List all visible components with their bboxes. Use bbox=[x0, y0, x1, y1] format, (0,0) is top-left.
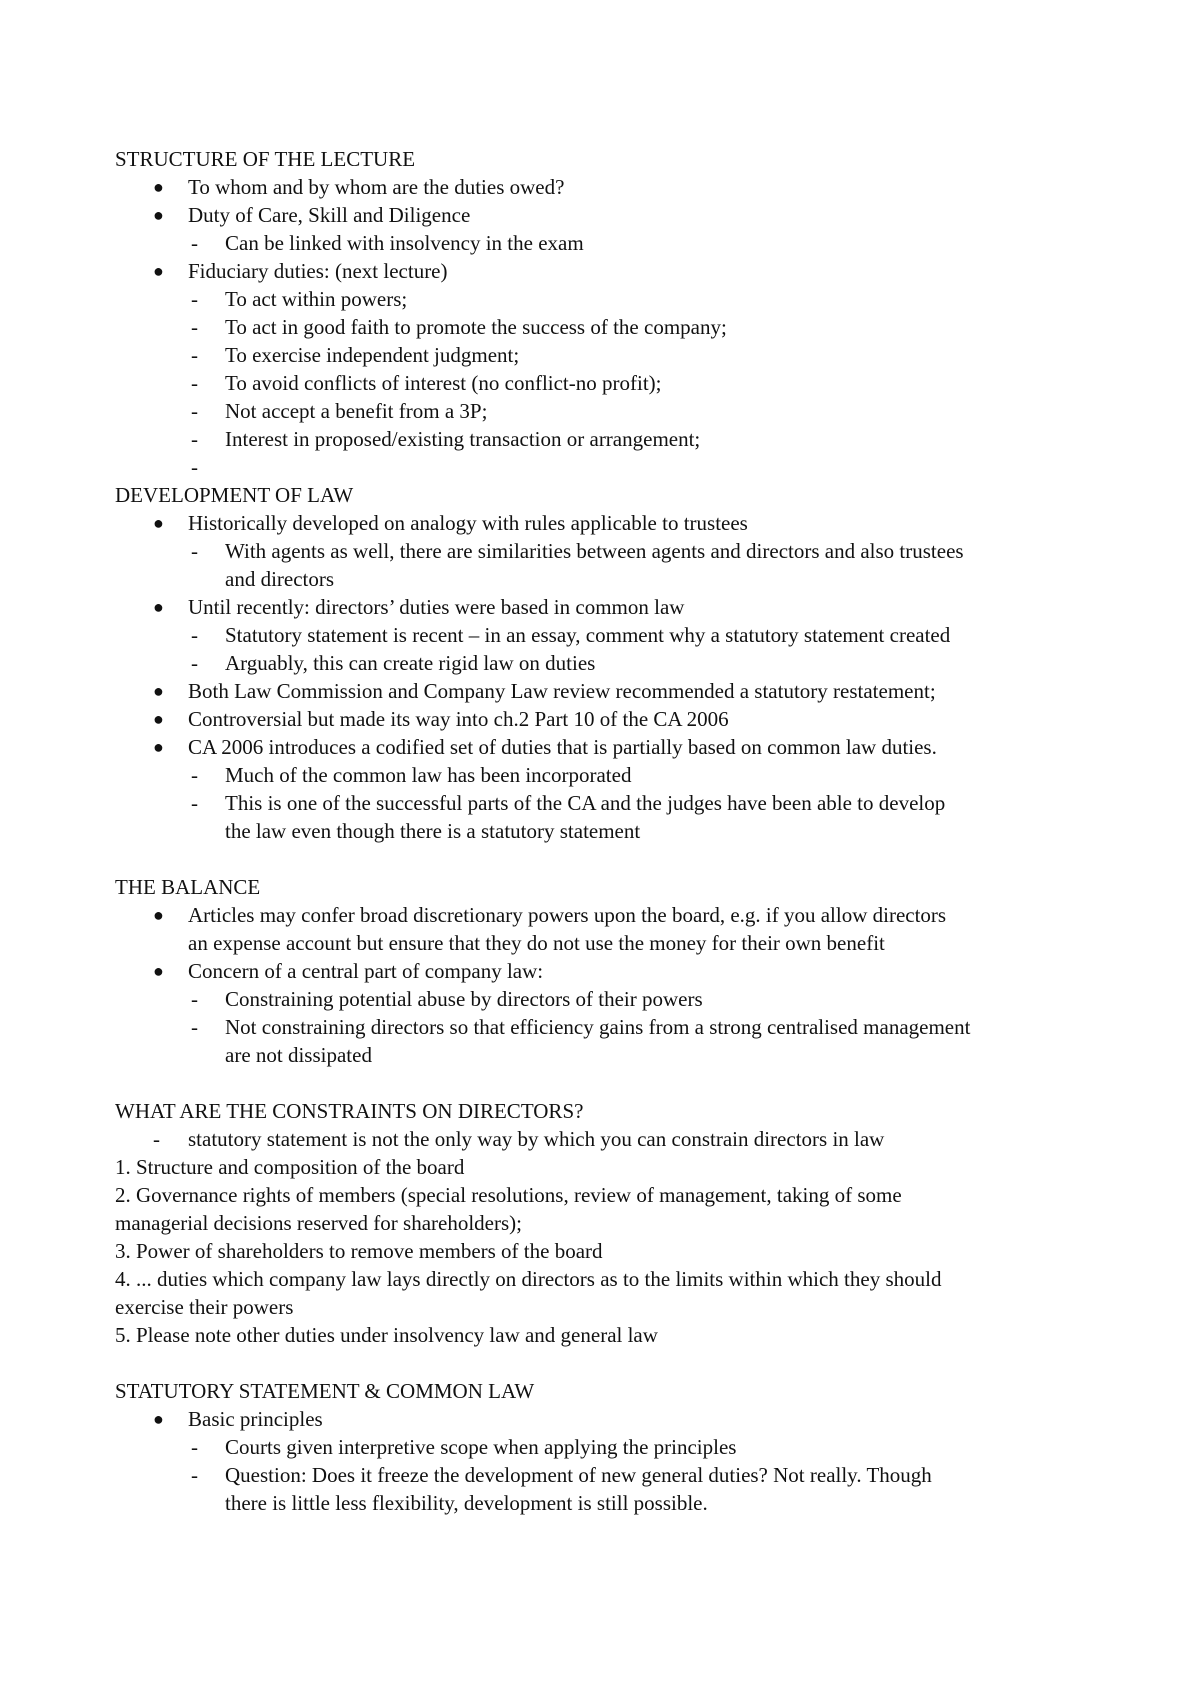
line-text: Can be linked with insolvency in the exam bbox=[225, 231, 584, 255]
document-body bbox=[115, 145, 1115, 1517]
section-heading: STATUTORY STATEMENT & COMMON LAW bbox=[115, 1379, 535, 1403]
dash-item bbox=[115, 537, 1115, 565]
dash-item bbox=[115, 425, 1115, 453]
bullet-icon: ● bbox=[153, 905, 164, 925]
bullet-icon: ● bbox=[153, 737, 164, 757]
line-text: 5. Please note other duties under insolvency law and general law bbox=[115, 1323, 658, 1347]
numbered-item bbox=[115, 1293, 1115, 1321]
bullet-icon: ● bbox=[153, 205, 164, 225]
continuation-line bbox=[115, 565, 1115, 593]
bullet-item bbox=[115, 733, 1115, 761]
bullet-item bbox=[115, 705, 1115, 733]
line-text: the law even though there is a statutory statement bbox=[225, 819, 641, 843]
dash-icon: - bbox=[191, 427, 198, 451]
dash-icon: - bbox=[191, 1015, 198, 1039]
bullet-icon: ● bbox=[153, 961, 164, 981]
section-heading: THE BALANCE bbox=[115, 875, 261, 899]
numbered-item bbox=[115, 1265, 1115, 1293]
bullet-icon: ● bbox=[153, 513, 164, 533]
continuation-line bbox=[115, 929, 1115, 957]
line-text: exercise their powers bbox=[115, 1295, 294, 1319]
line-text: Fiduciary duties: (next lecture) bbox=[188, 259, 448, 283]
bullet-item bbox=[115, 1405, 1115, 1433]
dash-icon: - bbox=[191, 791, 198, 815]
blank-line bbox=[115, 1349, 1115, 1377]
dash-item bbox=[115, 369, 1115, 397]
dash-item bbox=[115, 341, 1115, 369]
bullet-item bbox=[115, 901, 1115, 929]
continuation-line bbox=[115, 817, 1115, 845]
section-heading: WHAT ARE THE CONSTRAINTS ON DIRECTORS? bbox=[115, 1099, 584, 1123]
line-text: Not accept a benefit from a 3P; bbox=[225, 399, 488, 423]
dash-item bbox=[115, 621, 1115, 649]
line-text: are not dissipated bbox=[225, 1043, 372, 1067]
line-text: Historically developed on analogy with rules applicable to trustees bbox=[188, 511, 748, 535]
line-text: Question: Does it freeze the development of new general duties? Not really. Though bbox=[225, 1463, 932, 1487]
bullet-icon: ● bbox=[153, 261, 164, 281]
dash-item bbox=[115, 285, 1115, 313]
dash-item bbox=[115, 313, 1115, 341]
numbered-item bbox=[115, 1153, 1115, 1181]
dash-icon: - bbox=[191, 455, 198, 479]
line-text: there is little less flexibility, development is still possible. bbox=[225, 1491, 708, 1515]
dash-icon: - bbox=[191, 287, 198, 311]
dash-icon: - bbox=[191, 315, 198, 339]
line-text: Not constraining directors so that efficiency gains from a strong centralised management bbox=[225, 1015, 971, 1039]
line-text: Constraining potential abuse by directors of their powers bbox=[225, 987, 703, 1011]
bullet-item bbox=[115, 677, 1115, 705]
line-text: an expense account but ensure that they do not use the money for their own benefit bbox=[188, 931, 885, 955]
bullet-item bbox=[115, 201, 1115, 229]
dash-icon: - bbox=[191, 987, 198, 1011]
dash-icon: - bbox=[191, 399, 198, 423]
dash-item bbox=[115, 397, 1115, 425]
line-text: Duty of Care, Skill and Diligence bbox=[188, 203, 471, 227]
line-text: Interest in proposed/existing transaction or arrangement; bbox=[225, 427, 701, 451]
continuation-line bbox=[115, 1489, 1115, 1517]
dash-item bbox=[115, 453, 1115, 481]
line-text: To exercise independent judgment; bbox=[225, 343, 520, 367]
section-heading: DEVELOPMENT OF LAW bbox=[115, 483, 354, 507]
line-text: Controversial but made its way into ch.2 Part 10 of the CA 2006 bbox=[188, 707, 729, 731]
dash-icon: - bbox=[191, 623, 198, 647]
dash-icon: - bbox=[191, 1435, 198, 1459]
line-text: Until recently: directors’ duties were based in common law bbox=[188, 595, 685, 619]
blank-line bbox=[115, 845, 1115, 873]
bullet-icon: ● bbox=[153, 177, 164, 197]
line-text: CA 2006 introduces a codified set of duties that is partially based on common law duties. bbox=[188, 735, 937, 759]
bullet-item bbox=[115, 509, 1115, 537]
line-text: With agents as well, there are similarities between agents and directors and also trustees bbox=[225, 539, 964, 563]
numbered-item bbox=[115, 1181, 1115, 1209]
line-text: 1. Structure and composition of the board bbox=[115, 1155, 465, 1179]
line-text: managerial decisions reserved for shareholders); bbox=[115, 1211, 522, 1235]
line-text: 3. Power of shareholders to remove members of the board bbox=[115, 1239, 603, 1263]
line-text: statutory statement is not the only way by which you can constrain directors in law bbox=[188, 1127, 885, 1151]
dash-icon: - bbox=[191, 343, 198, 367]
continuation-line bbox=[115, 1041, 1115, 1069]
dash-item bbox=[115, 761, 1115, 789]
dash-icon: - bbox=[191, 763, 198, 787]
bullet-item bbox=[115, 257, 1115, 285]
bullet-icon: ● bbox=[153, 709, 164, 729]
line-text: Statutory statement is recent – in an essay, comment why a statutory statement created bbox=[225, 623, 951, 647]
line-text: and directors bbox=[225, 567, 335, 591]
line-text: Basic principles bbox=[188, 1407, 323, 1431]
blank-line bbox=[115, 1069, 1115, 1097]
dash-item bbox=[115, 1461, 1115, 1489]
dash-item bbox=[115, 229, 1115, 257]
line-text: To whom and by whom are the duties owed? bbox=[188, 175, 565, 199]
dash-item bbox=[115, 1433, 1115, 1461]
numbered-item bbox=[115, 1209, 1115, 1237]
dash-icon: - bbox=[191, 371, 198, 395]
line-text: Articles may confer broad discretionary powers upon the board, e.g. if you allow directors bbox=[188, 903, 947, 927]
line-text: To act in good faith to promote the success of the company; bbox=[225, 315, 727, 339]
line-text: Courts given interpretive scope when applying the principles bbox=[225, 1435, 737, 1459]
bullet-item bbox=[115, 173, 1115, 201]
bullet-icon: ● bbox=[153, 597, 164, 617]
section-heading: STRUCTURE OF THE LECTURE bbox=[115, 147, 416, 171]
line-text: Concern of a central part of company law: bbox=[188, 959, 544, 983]
numbered-item bbox=[115, 1321, 1115, 1349]
bullet-item bbox=[115, 957, 1115, 985]
dash-icon: - bbox=[191, 231, 198, 255]
line-text: To act within powers; bbox=[225, 287, 408, 311]
line-text: To avoid conflicts of interest (no conflict-no profit); bbox=[225, 371, 662, 395]
line-text: Much of the common law has been incorporated bbox=[225, 763, 632, 787]
bullet-item bbox=[115, 593, 1115, 621]
dash-icon: - bbox=[191, 651, 198, 675]
bullet-icon: ● bbox=[153, 681, 164, 701]
line-text: Both Law Commission and Company Law review recommended a statutory restatement; bbox=[188, 679, 936, 703]
bullet-icon: ● bbox=[153, 1409, 164, 1429]
dash-icon: - bbox=[153, 1127, 160, 1151]
dash-item bbox=[115, 1013, 1115, 1041]
dash-item bbox=[115, 649, 1115, 677]
line-text: This is one of the successful parts of the CA and the judges have been able to develop bbox=[225, 791, 946, 815]
line-text: Arguably, this can create rigid law on duties bbox=[225, 651, 596, 675]
numbered-item bbox=[115, 1237, 1115, 1265]
line-text: 2. Governance rights of members (special resolutions, review of management, taking of some bbox=[115, 1183, 902, 1207]
line-text: 4. ... duties which company law lays directly on directors as to the limits within which they should bbox=[115, 1267, 942, 1291]
dash-item bbox=[115, 985, 1115, 1013]
dash-icon: - bbox=[191, 1463, 198, 1487]
dash-item bbox=[115, 789, 1115, 817]
dash-icon: - bbox=[191, 539, 198, 563]
dash-item bbox=[115, 1125, 1115, 1153]
